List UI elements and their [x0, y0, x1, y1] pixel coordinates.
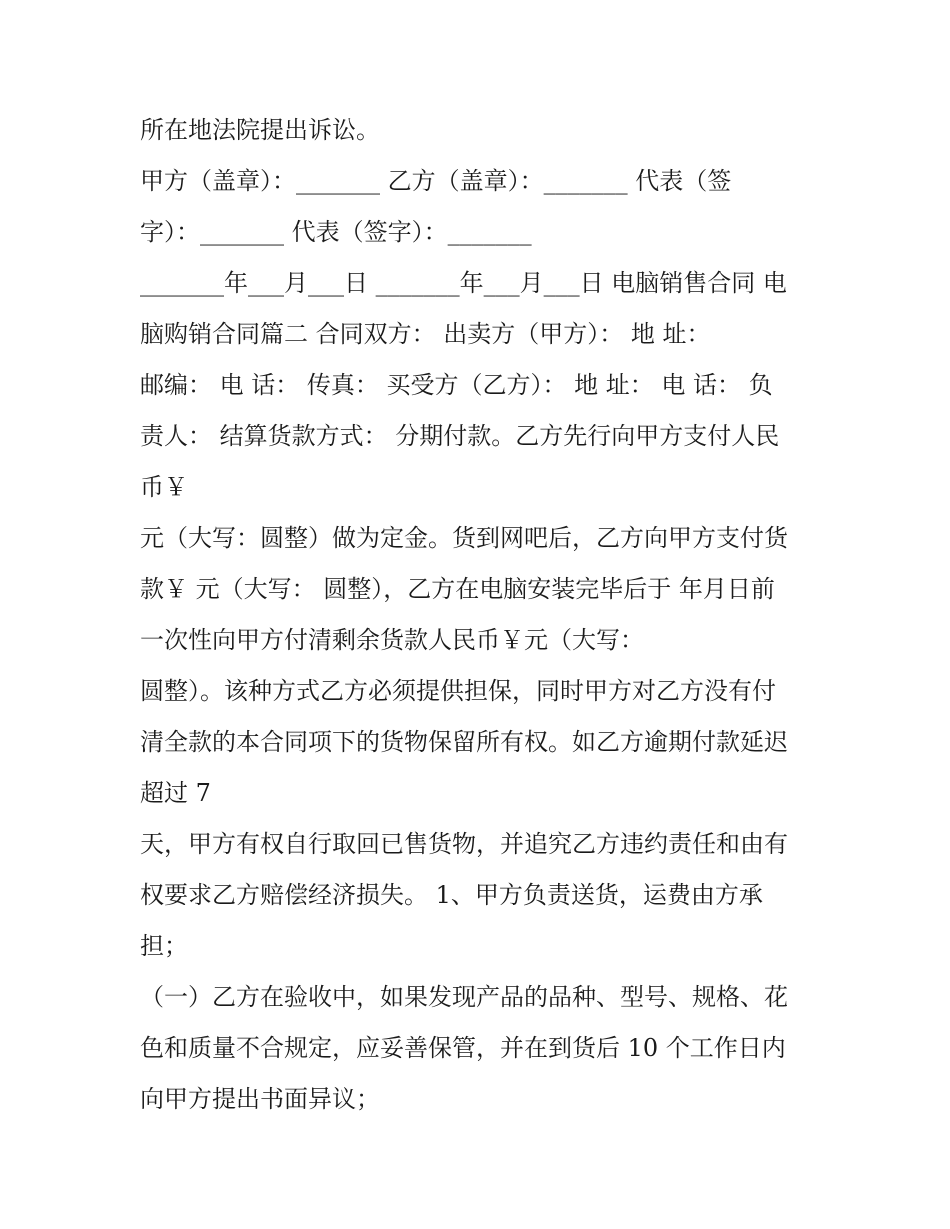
text-line-12: 圆整）。该种方式乙方必须提供担保，同时甲方对乙方没有付	[140, 677, 776, 705]
text-line-14: 超过 7	[140, 779, 211, 807]
text-line-5: 脑购销合同篇二 合同双方： 出卖方（甲方）： 地 址：	[140, 320, 711, 348]
text-line-9: 元（大写：圆整）做为定金。货到网吧后，乙方向甲方支付货	[140, 524, 788, 552]
text-line-11: 一次性向甲方付清剩余货款人民币￥元（大写：	[140, 626, 644, 654]
text-line-10: 款￥ 元（大写： 圆整），乙方在电脑安装完毕后于 年月日前	[140, 575, 775, 603]
text-line-15: 天，甲方有权自行取回已售货物，并追究乙方违约责任和由有	[140, 830, 788, 858]
text-line-1: 所在地法院提出诉讼。	[140, 116, 380, 144]
text-line-18: （一）乙方在验收中，如果发现产品的品种、型号、规格、花	[140, 983, 788, 1011]
text-line-7: 责人： 结算货款方式： 分期付款。乙方先行向甲方支付人民	[140, 422, 780, 450]
text-line-4: _______年___月___日 _______年___月___日 电脑销售合同 电	[140, 269, 787, 297]
text-line-8: 币￥	[140, 473, 188, 501]
text-line-13: 清全款的本合同项下的货物保留所有权。如乙方逾期付款延迟	[140, 728, 788, 756]
text-line-20: 向甲方提出书面异议；	[140, 1085, 380, 1113]
contract-text	[140, 105, 820, 1125]
text-line-6: 邮编： 电 话： 传真： 买受方（乙方）： 地 址： 电 话： 负	[140, 371, 773, 399]
text-line-19: 色和质量不合规定，应妥善保管，并在到货后 10 个工作日内	[140, 1034, 786, 1062]
text-line-16: 权要求乙方赔偿经济损失。 1、甲方负责送货，运费由方承	[140, 881, 763, 909]
text-line-17: 担；	[140, 932, 188, 960]
text-line-2: 甲方（盖章）：_______ 乙方（盖章）：_______ 代表（签	[140, 167, 732, 195]
text-line-3: 字）：_______ 代表（签字）：_______	[140, 218, 532, 246]
